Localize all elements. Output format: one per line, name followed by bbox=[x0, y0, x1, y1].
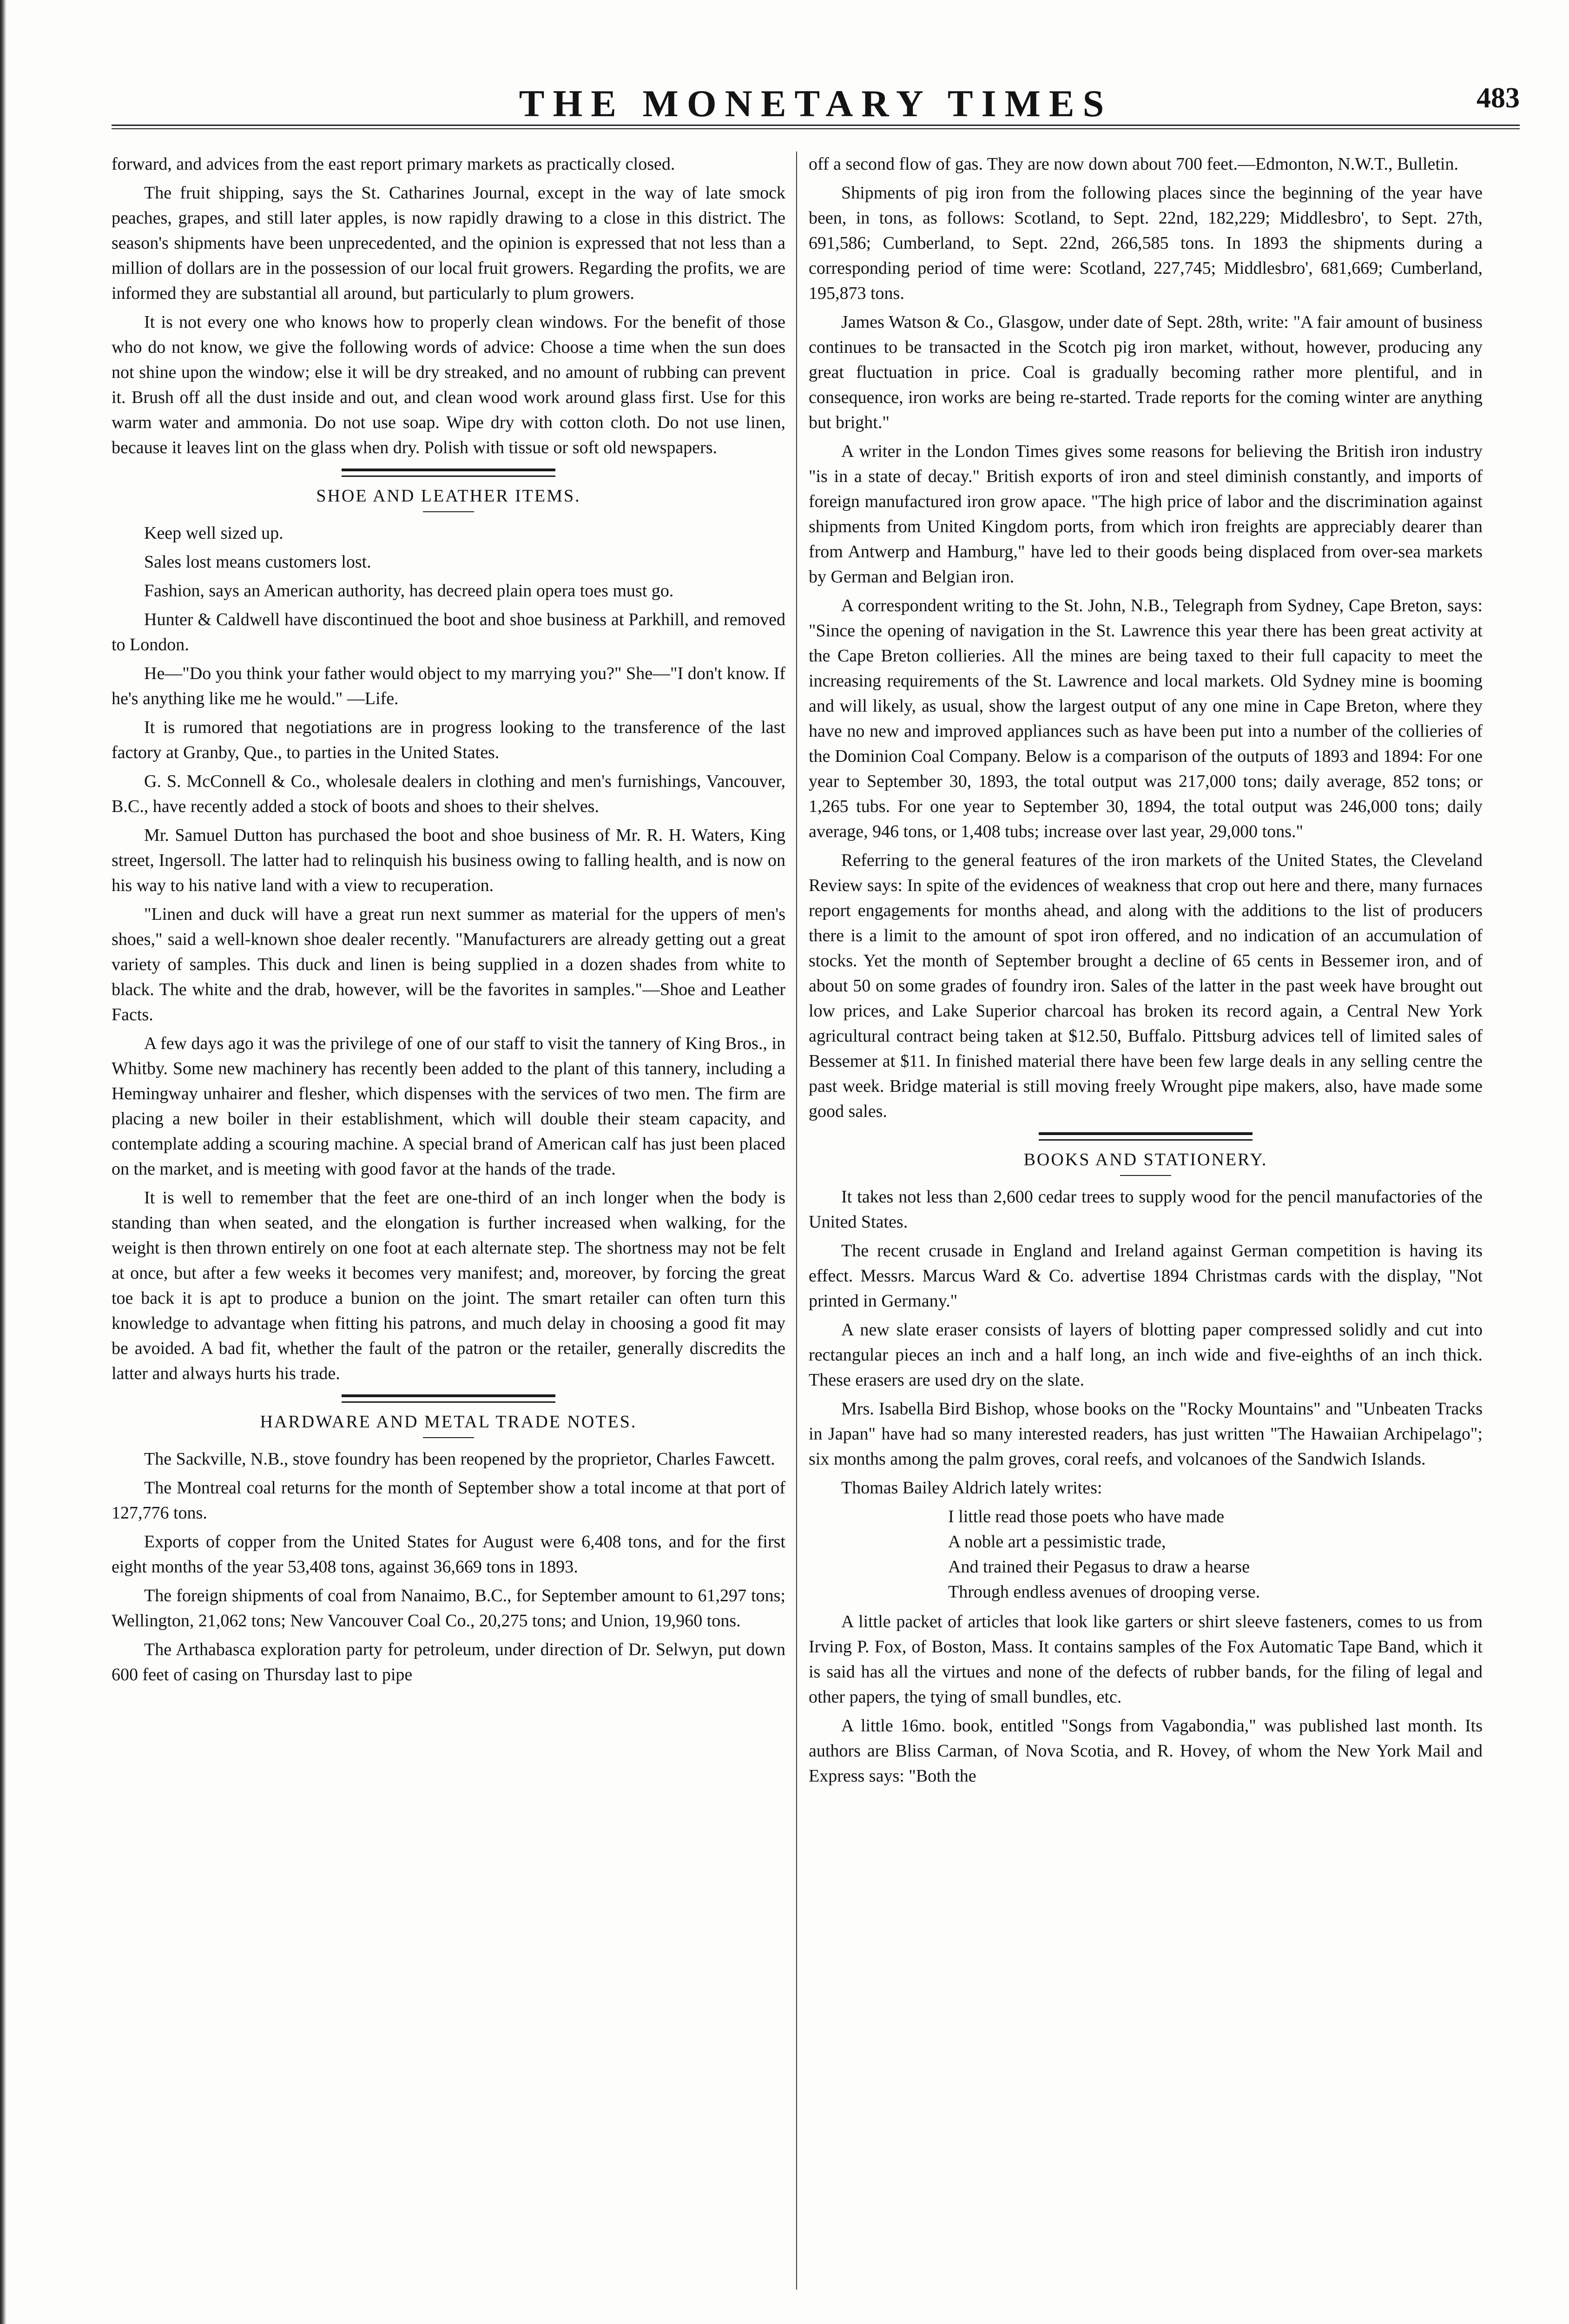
paragraph: It takes not less than 2,600 cedar trees to supply wood for the pencil manufactories of the United States. bbox=[809, 1187, 1483, 1232]
paragraph: The Sackville, N.B., stove foundry has been reopened by the proprietor, Charles Fawcett. bbox=[144, 1449, 775, 1469]
paragraph: The Montreal coal returns for the month of September show a total income at that port of 127,776 tons. bbox=[112, 1478, 785, 1523]
poem-line: Through endless avenues of drooping verse. bbox=[948, 1582, 1260, 1602]
paragraph: Mrs. Isabella Bird Bishop, whose books on the "Rocky Mountains" and "Unbeaten Tracks in Japan" have had so many interested readers, has just written "The Hawaiian Archipelago"; six months among the palm groves, coral reefs, and volcanoes of the Sandwich Islands. bbox=[809, 1399, 1483, 1469]
paragraph: A few days ago it was the privilege of one of our staff to visit the tannery of King Bros., in Whitby. Some new machinery has recently been added to the plant of this tannery, including a Hemingway unhairer and flesher, which dispenses with the services of two men. The firm are placing a new boiler in their establishment, which will double their steam capacity, and contemplate adding a scouring machine. A special brand of American calf has just been placed on the market, and is meeting with good favor at the hands of the trade. bbox=[112, 1034, 785, 1179]
paragraph: It is rumored that negotiations are in progress looking to the transference of the last factory at Granby, Que., to parties in the United States. bbox=[112, 718, 785, 762]
paragraph: Hunter & Caldwell have discontinued the boot and shoe business at Parkhill, and removed to London. bbox=[112, 610, 785, 654]
paragraph: G. S. McConnell & Co., wholesale dealers in clothing and men's furnishings, Vancouver, B.C., have recently added a stock of boots and shoes to their shelves. bbox=[112, 772, 785, 816]
column-divider bbox=[796, 152, 797, 2290]
masthead bbox=[112, 74, 1520, 125]
paragraph: The fruit shipping, says the St. Catharines Journal, except in the way of late smock peaches, grapes, and still later apples, is now rapidly drawing to a close in this district. The season's shipments have been unprecedented, and the opinion is expressed that not less than a million of dollars are in the possession of our local fruit growers. Regarding the profits, we are informed they are substantial all around, but particularly to plum growers. bbox=[112, 183, 785, 303]
right-column bbox=[809, 152, 1483, 1792]
paragraph: The Arthabasca exploration party for petroleum, under direction of Dr. Selwyn, put down 600 feet of casing on Thursday last to pipe bbox=[112, 1640, 785, 1684]
section-heading-books: BOOKS AND STATIONERY. bbox=[1023, 1150, 1268, 1169]
heading-dash bbox=[1120, 1175, 1171, 1176]
poem bbox=[948, 1504, 1483, 1604]
section-heading-hardware: HARDWARE AND METAL TRADE NOTES. bbox=[260, 1412, 637, 1432]
paragraph: It is well to remember that the feet are one-third of an inch longer when the body is standing than when seated, and the elongation is further increased when walking, for the weight is then thrown entirely on one foot at each alternate step. The shortness may not be felt at once, but after a few weeks it becomes very manifest; and, moreover, by forcing the great toe back it is apt to produce a bunion on the joint. The smart retailer can often turn this knowledge to advantage when fitting his patrons, and much delay in choosing a good fit may be avoided. A bad fit, whether the fault of the patron or the retailer, generally discredits the latter and always hurts his trade. bbox=[112, 1188, 785, 1383]
paragraph: Fashion, says an American authority, has decreed plain opera toes must go. bbox=[144, 581, 674, 601]
left-column bbox=[112, 152, 785, 1691]
paragraph: A new slate eraser consists of layers of blotting paper compressed solidly and cut into rectangular pieces an inch and a half long, an inch wide and five-eighths of an inch thick. These erasers are used dry on the slate. bbox=[809, 1320, 1483, 1390]
poem-line: A noble art a pessimistic trade, bbox=[948, 1532, 1166, 1552]
section-rule bbox=[342, 469, 555, 477]
paragraph: A writer in the London Times gives some reasons for believing the British iron industry "is in a state of decay." British exports of iron and steel diminish constantly, and imports of foreign manufactured iron grow apace. "The high price of labor and the discrimination against shipments from United Kingdom ports, from which iron freights are appreciably dearer than from Antwerp and Hamburg," have led to their goods being displaced from over-sea markets by German and Belgian iron. bbox=[809, 442, 1483, 587]
paragraph: The recent crusade in England and Ireland against German competition is having its effect. Messrs. Marcus Ward & Co. advertise 1894 Christmas cards with the display, "Not printed in Germany." bbox=[809, 1241, 1483, 1311]
paragraph-continued: off a second flow of gas. They are now down about 700 feet.—Edmonton, N.W.T., Bulletin. bbox=[809, 154, 1458, 174]
section-heading-shoe-leather: SHOE AND LEATHER ITEMS. bbox=[316, 486, 581, 506]
publication-title: THE MONETARY TIMES bbox=[519, 82, 1113, 125]
scan-edge bbox=[0, 0, 7, 2324]
paragraph: Sales lost means customers lost. bbox=[144, 552, 371, 572]
paragraph: The foreign shipments of coal from Nanaimo, B.C., for September amount to 61,297 tons; Wellington, 21,062 tons; New Vancouver Coal Co., 20,275 tons; and Union, 19,960 tons. bbox=[112, 1586, 785, 1631]
paragraph: Keep well sized up. bbox=[144, 523, 283, 543]
poem-line: I little read those poets who have made bbox=[948, 1507, 1225, 1526]
poem-line: And trained their Pegasus to draw a hearse bbox=[948, 1557, 1250, 1577]
heading-dash bbox=[423, 511, 474, 512]
paragraph: Thomas Bailey Aldrich lately writes: bbox=[841, 1478, 1102, 1498]
paragraph: Shipments of pig iron from the following places since the beginning of the year have been, in tons, as follows: Scotland, to Sept. 22nd, 182,229; Middlesbro', to Sept. 27th, 691,586; Cumberland, to Sept. 22nd, 266,585 tons. In 1893 the shipments during a corresponding period of time were: Scotland, 227,745; Middlesbro', 681,669; Cumberland, 195,873 tons. bbox=[809, 183, 1483, 303]
paragraph: A little 16mo. book, entitled "Songs from Vagabondia," was published last month. Its authors are Bliss Carman, of Nova Scotia, and R. Hovey, of whom the New York Mail and Express says: "Both the bbox=[809, 1716, 1483, 1786]
paragraph: It is not every one who knows how to properly clean windows. For the benefit of those who do not know, we give the following words of advice: Choose a time when the sun does not shine upon the window; else it will be dry streaked, and no amount of rubbing can prevent it. Brush off all the dust inside and out, and clean wood work around glass first. Use for this warm water and ammonia. Do not use soap. Wipe dry with cotton cloth. Do not use linen, because it leaves lint on the glass when dry. Polish with tissue or soft old newspapers. bbox=[112, 312, 785, 457]
masthead-rule bbox=[112, 125, 1520, 129]
paragraph: A little packet of articles that look like garters or shirt sleeve fasteners, comes to us from Irving P. Fox, of Boston, Mass. It contains samples of the Fox Automatic Tape Band, which it is said has all the virtues and none of the defects of rubber bands, for the filing of legal and other papers, the tying of small bundles, etc. bbox=[809, 1612, 1483, 1707]
paragraph: Referring to the general features of the iron markets of the United States, the Cleveland Review says: In spite of the evidences of weakness that crop out here and there, many furnaces report engagements for months ahead, and along with the additions to the list of producers there is a limit to the amount of spot iron offered, and no indication of an accumulation of stocks. Yet the month of September brought a decline of 65 cents in Bessemer iron, and of about 50 on some grades of foundry iron. Sales of the latter in the past week have brought out low prices, and Lake Superior charcoal has broken its record again, a Central New York agricultural contract being taken at $12.50, Buffalo. Pittsburg advices tell of limited sales of Bessemer at $11. In finished material there have been few large deals in any selling centre the past week. Bridge material is still moving freely Wrought pipe makers, also, have made some good sales. bbox=[809, 851, 1483, 1121]
section-rule bbox=[1039, 1132, 1253, 1141]
section-rule bbox=[342, 1394, 555, 1403]
paragraph: A correspondent writing to the St. John, N.B., Telegraph from Sydney, Cape Breton, says: "Since the opening of navigation in the St. Lawrence this year there has been great activity at the Cape Breton collieries. All the mines are being taxed to their full capacity to meet the increasing requirements of the St. Lawrence and local markets. Old Sydney mine is booming and will likely, as usual, show the largest output of any one mine in Cape Breton, where they have no new and improved appliances such as have been put into a number of the collieries of the Dominion Coal Company. Below is a comparison of the outputs of 1893 and 1894: For one year to September 30, 1893, the total output was 217,000 tons; daily average, 852 tons; or 1,265 tubs. For one year to September 30, 1894, the total output was 246,000 tons; daily average, 946 tons, or 1,408 tubs; increase over last year, 29,000 tons." bbox=[809, 596, 1483, 841]
page-number: 483 bbox=[1477, 82, 1520, 114]
heading-dash bbox=[423, 1437, 474, 1438]
paragraph: James Watson & Co., Glasgow, under date of Sept. 28th, write: "A fair amount of business continues to be transacted in the Scotch pig iron market, without, however, producing any great fluctuation in price. Coal is gradually becoming rather more plentiful, and in consequence, iron works are being re-started. Trade reports for the coming winter are anything but bright." bbox=[809, 312, 1483, 432]
paragraph-continued: forward, and advices from the east report primary markets as practically closed. bbox=[112, 154, 675, 174]
paragraph: "Linen and duck will have a great run next summer as material for the uppers of men's shoes," said a well-known shoe dealer recently. "Manufacturers are already getting out a great variety of samples. This duck and linen is being supplied in a dozen shades from white to black. The white and the drab, however, will be the favorites in samples."—Shoe and Leather Facts. bbox=[112, 905, 785, 1024]
paragraph: Mr. Samuel Dutton has purchased the boot and shoe business of Mr. R. H. Waters, King street, Ingersoll. The latter had to relinquish his business owing to falling health, and is now on his way to his native land with a view to recuperation. bbox=[112, 825, 785, 895]
paragraph: Exports of copper from the United States for August were 6,408 tons, and for the first eight months of the year 53,408 tons, against 36,669 tons in 1893. bbox=[112, 1532, 785, 1577]
paragraph: He—"Do you think your father would object to my marrying you?" She—"I don't know. If he's anything like me he would." —Life. bbox=[112, 664, 785, 708]
